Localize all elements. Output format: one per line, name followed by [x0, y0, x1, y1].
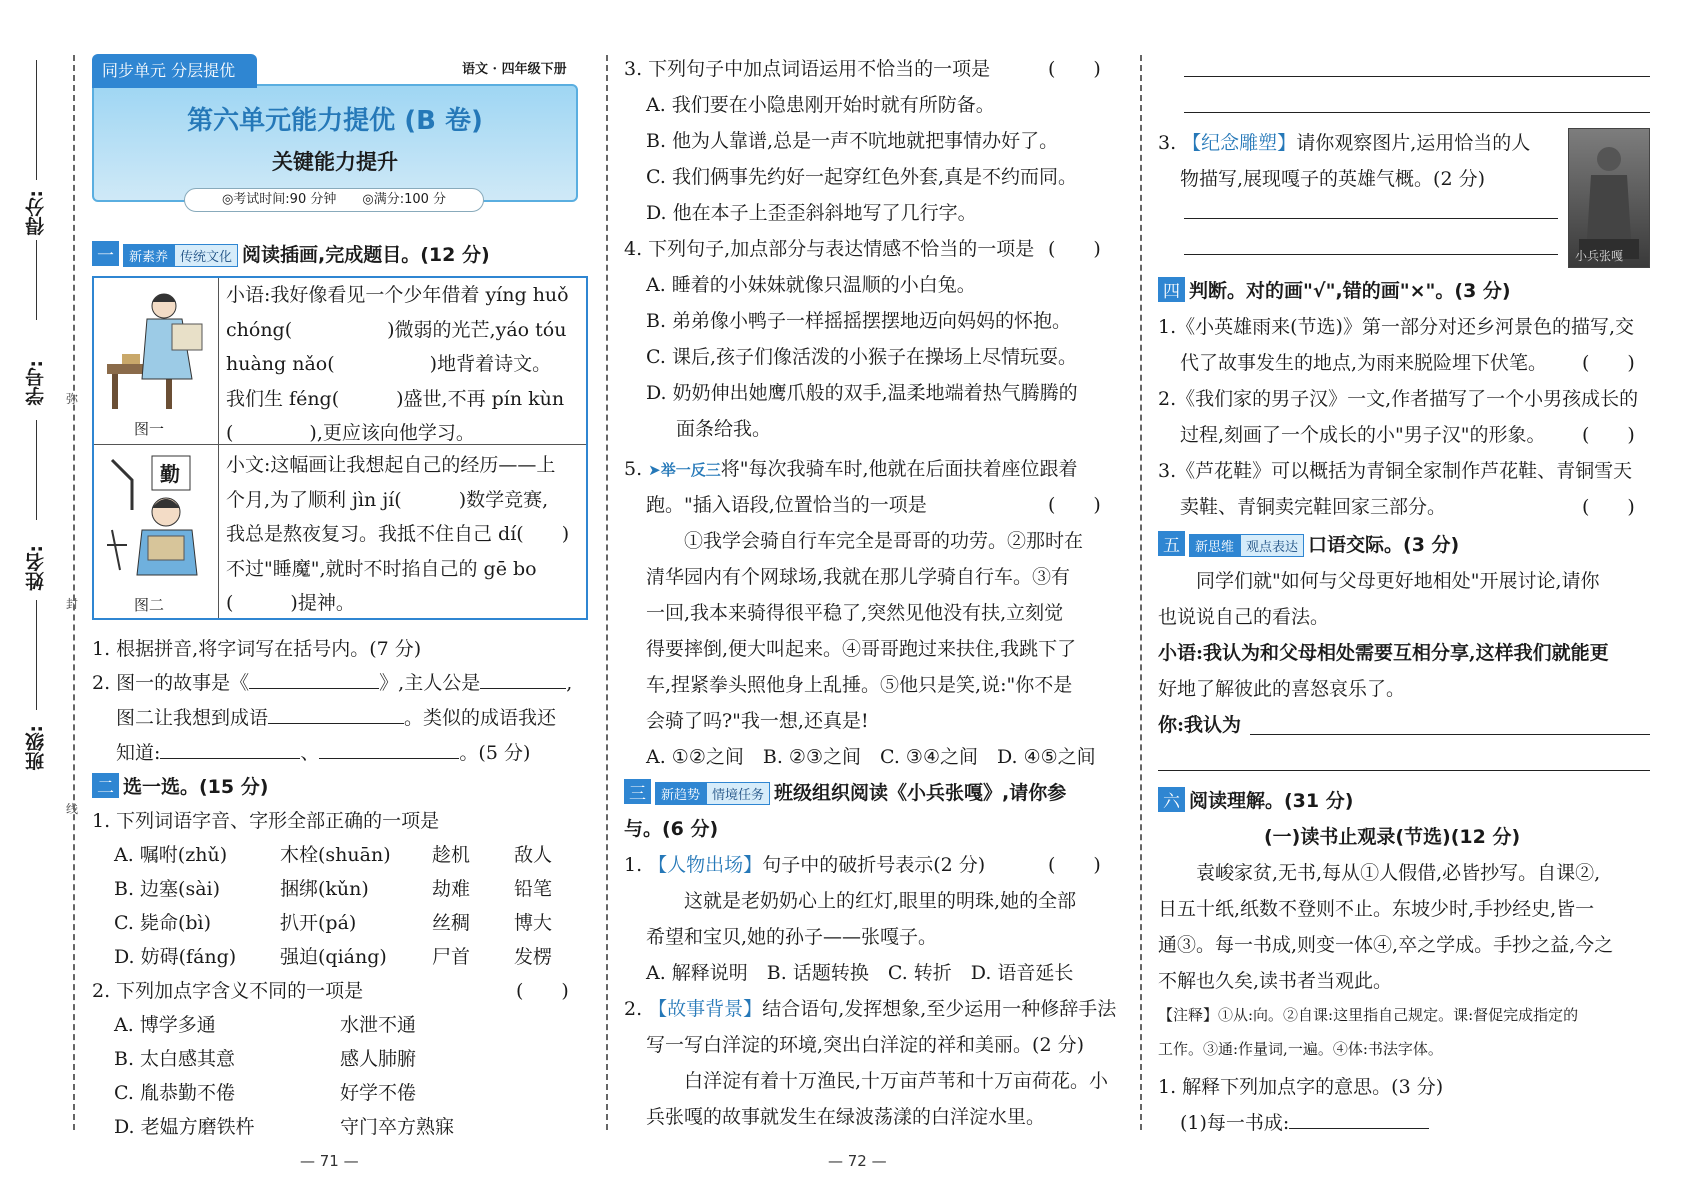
answer-line[interactable]: [1158, 770, 1650, 771]
s5-line3: 小语:我认为和父母相处需要互相分享,这样我们就能更: [1158, 642, 1609, 664]
q5-passage-5: 车,捏紧拳头照他身上乱捶。⑤他只是笑,说:"你不是: [646, 674, 1073, 696]
s3-q2-line2: 写一写白洋淀的环境,突出白洋淀的祥和美丽。(2 分): [646, 1034, 1084, 1056]
figure-2-sign: 勤: [160, 462, 180, 486]
s3-q1-label: 【人物出场】: [648, 854, 763, 876]
s1-q1: 1. 根据拼音,将字词写在括号内。(7 分): [92, 638, 422, 660]
figure-1-caption: 图一: [134, 420, 165, 438]
answer-line[interactable]: [1250, 734, 1650, 735]
s2-q4-opt-c: C. 课后,孩子们像活泼的小猴子在操场上尽情玩耍。: [646, 346, 1077, 368]
header-tab: 同步单元 分层提优: [92, 54, 257, 88]
s1-q2-line2: 图二让我想到成语 。类似的成语我还: [116, 707, 557, 729]
section-3-heading: [624, 778, 1066, 805]
s2-q3-opt-c: C. 我们俩事先约好一起穿红色外套,真是不约而同。: [646, 166, 1077, 188]
s2-q3-paren[interactable]: ( ): [1048, 58, 1101, 80]
answer-blank[interactable]: [1289, 1111, 1429, 1129]
s4-item1-paren[interactable]: ( ): [1582, 352, 1635, 374]
s2-q2-paren[interactable]: ( ): [516, 980, 569, 1002]
column-divider-2: [1140, 55, 1142, 1130]
figure-2-caption: 图二: [134, 596, 165, 614]
s4-item2-b: 过程,刻画了一个成长的小"男子汉"的形象。: [1180, 424, 1546, 446]
answer-line[interactable]: [1184, 218, 1558, 219]
answer-line[interactable]: [1184, 76, 1650, 77]
s2-q4-opt-b: B. 弟弟像小鸭子一样摇摇摆摆地迈向妈妈的怀抱。: [646, 310, 1072, 332]
section-1-tag2: 传统文化: [174, 244, 238, 267]
s6-passage-1: 袁峻家贫,无书,每从①人假借,必皆抄写。自课②,: [1196, 862, 1601, 884]
section-5-number: 五: [1158, 531, 1185, 556]
s2-q3-opt-b: B. 他为人靠谱,总是一声不吭地就把事情办好了。: [646, 130, 1059, 152]
s4-item3-paren[interactable]: ( ): [1582, 496, 1635, 518]
s5-line4: 好地了解彼此的喜怒哀乐了。: [1158, 678, 1406, 700]
page-title: 第六单元能力提优 (B 卷): [187, 106, 483, 136]
score-line: [36, 60, 37, 180]
section-3-tag2: 情境任务: [706, 782, 770, 805]
section-3-tag1: 新趋势: [655, 782, 706, 805]
xiaoyu-text: 小语:我好像看见一个少年借着 yíng huǒ chóng( )微弱的光芒,yáo tóu huàng nǎo( )地背着诗文。 我们生 féng( )盛世,不再 pín kùn ( ),更应该向他学习。: [226, 284, 569, 444]
q5-passage-6: 会骑了吗?"我一想,还真是!: [646, 710, 869, 732]
s2-q5-line1: 5. ➤举一反三将"每次我骑车时,他就在后面扶着座位跟着: [624, 458, 1078, 480]
s2-q2: 2. 下列加点字含义不同的一项是: [92, 980, 364, 1002]
statue-caption: 小兵张嘎: [1575, 249, 1624, 263]
q5-passage-1: ①我学会骑自行车完全是哥哥的功劳。②那时在: [684, 530, 1084, 552]
s2-q3-opt-d: D. 他在本子上歪歪斜斜地写了几行字。: [646, 202, 977, 224]
section-4-heading: [1158, 276, 1511, 303]
s2-q1: 1. 下列词语字音、字形全部正确的一项是: [92, 810, 440, 832]
s4-item2-paren[interactable]: ( ): [1582, 424, 1635, 446]
s3-q1-paren[interactable]: ( ): [1048, 854, 1101, 876]
s5-line2: 也说说自己的看法。: [1158, 606, 1330, 628]
section-3-title: 班级组织阅读《小兵张嘎》,请你参: [774, 782, 1067, 804]
s6-passage-3: 通③。每一书成,则变一体④,卒之学成。手抄之益,今之: [1158, 934, 1614, 956]
section-6-title: 阅读理解。(31 分): [1189, 790, 1354, 812]
s6-passage-title: (一)读书止观录(节选)(12 分): [1264, 826, 1521, 848]
id-label: 学号:: [25, 360, 47, 406]
section-1-title: 阅读插画,完成题目。(12 分): [242, 244, 490, 266]
s2-q4: 4. 下列句子,加点部分与表达情感不恰当的一项是: [624, 238, 1035, 260]
exam-info: ◎考试时间:90 分钟 ◎满分:100 分: [184, 188, 484, 212]
s2-q4-opt-a: A. 睡着的小妹妹就像只温顺的小白兔。: [646, 274, 976, 296]
answer-line[interactable]: [1184, 254, 1558, 255]
section-5-tag2: 观点表达: [1240, 534, 1304, 557]
s2-q5-paren[interactable]: ( ): [1048, 494, 1101, 516]
q5-options: A. ①②之间 B. ②③之间 C. ③④之间 D. ④⑤之间: [646, 746, 1096, 768]
s2-q4-opt-d: D. 奶奶伸出她鹰爪般的双手,温柔地端着热气腾腾的: [646, 382, 1078, 404]
answer-line[interactable]: [1184, 112, 1650, 113]
section-2-number: 二: [92, 773, 119, 798]
answer-blank[interactable]: [480, 671, 566, 689]
score-id-line: [36, 240, 37, 320]
section-4-number: 四: [1158, 277, 1185, 302]
section-3-number: 三: [624, 779, 651, 804]
s6-note-1: 【注释】①从:向。②自课:这里指自己规定。课:督促完成指定的: [1158, 1006, 1579, 1024]
figure-1-illustration: [102, 284, 212, 414]
s4-item3-b: 卖鞋、青铜卖完鞋回家三部分。: [1180, 496, 1447, 518]
name-class-line: [36, 600, 37, 710]
s6-passage-2: 日五十纸,纸数不登则不止。东坡少时,手抄经史,皆一: [1158, 898, 1595, 920]
binding-mark-feng: 封: [66, 597, 79, 611]
s2-q5-line2: 跑。"插入语段,位置恰当的一项是: [646, 494, 927, 516]
answer-blank[interactable]: [160, 741, 300, 759]
s3-q2-line1: 2. 【故事背景】结合语句,发挥想象,至少运用一种修辞手法: [624, 998, 1117, 1020]
section-6-number: 六: [1158, 787, 1185, 812]
s4-item3-a: 3.《芦花鞋》可以概括为青铜全家制作芦花鞋、青铜雪天: [1158, 460, 1633, 482]
section-1-number: 一: [92, 241, 119, 266]
section-2-title: 选一选。(15 分): [123, 776, 269, 798]
s1-q2-line3: 知道: 、 。(5 分): [116, 742, 531, 764]
s3-q3-line2: 物描写,展现嘎子的英雄气概。(2 分): [1180, 168, 1485, 190]
s6-note-2: 工作。③通:作量词,一遍。④体:书法字体。: [1158, 1040, 1443, 1058]
s4-item2-a: 2.《我们家的男子汉》一文,作者描写了一个小男孩成长的: [1158, 388, 1639, 410]
s3-q1: 1. 【人物出场】句子中的破折号表示(2 分): [624, 854, 986, 876]
s3-q2-label: 【故事背景】: [648, 998, 763, 1020]
section-5-title: 口语交际。(3 分): [1308, 534, 1460, 556]
q5-passage-4: 得要摔倒,便大叫起来。④哥哥跑过来扶住,我跳下了: [646, 638, 1077, 660]
name-label: 姓名:: [25, 545, 47, 591]
section-5-tag1: 新思维: [1189, 534, 1240, 557]
s2-q4-paren[interactable]: ( ): [1048, 238, 1101, 260]
column-divider-1: [606, 55, 608, 1130]
id-name-line: [36, 420, 37, 520]
section-5-heading: [1158, 530, 1459, 557]
score-label: 得分:: [25, 190, 47, 236]
s4-item1-a: 1.《小英雄雨来(节选)》第一部分对还乡河景色的描写,交: [1158, 316, 1634, 338]
s3-q2-passage-1: 白洋淀有着十万渔民,十万亩芦苇和十万亩荷花。小: [684, 1070, 1109, 1092]
s3-q2-passage-2: 兵张嘎的故事就发生在绿波荡漾的白洋淀水里。: [646, 1106, 1046, 1128]
s6-q1: 1. 解释下列加点字的意思。(3 分): [1158, 1076, 1444, 1098]
binding-mark-mi: 弥: [66, 392, 79, 406]
header-subject: 语文 · 四年级下册: [462, 62, 567, 77]
s6-q1-1: (1)每一书成:: [1180, 1108, 1429, 1135]
section-2-heading: [92, 772, 268, 799]
q5-passage-3: 一回,我本来骑得很平稳了,突然见他没有扶,立刻觉: [646, 602, 1064, 624]
page-number-72: — 72 —: [828, 1152, 887, 1170]
section-3-title-cont: 与。(6 分): [624, 818, 719, 840]
s4-item1-b: 代了故事发生的地点,为雨来脱险埋下伏笔。: [1180, 352, 1548, 374]
section-1-tag1: 新素养: [123, 244, 174, 267]
s3-q1-passage-2: 希望和宝贝,她的孙子——张嘎子。: [646, 926, 938, 948]
section-6-heading: [1158, 786, 1353, 813]
page-number-71: — 71 —: [300, 1152, 359, 1170]
q5-passage-2: 清华园内有个网球场,我就在那儿学骑自行车。③有: [646, 566, 1071, 588]
s3-q1-options: A. 解释说明 B. 话题转换 C. 转折 D. 语音延长: [646, 962, 1074, 984]
s3-q3-line1: 3. 【纪念雕塑】请你观察图片,运用恰当的人: [1158, 132, 1531, 154]
s3-q1-passage-1: 这就是老奶奶心上的红灯,眼里的明珠,她的全部: [684, 890, 1077, 912]
answer-blank[interactable]: [319, 741, 459, 759]
binding-mark-xian: 线: [66, 802, 79, 816]
s2-q3: 3. 下列句子中加点词语运用不恰当的一项是: [624, 58, 991, 80]
statue-image: [1568, 128, 1650, 268]
s2-q4-opt-d-cont: 面条给我。: [676, 418, 772, 440]
s1-q2-line1: 2. 图一的故事是《 》,主人公是 ,: [92, 672, 573, 694]
answer-blank[interactable]: [268, 706, 404, 724]
s5-line1: 同学们就"如何与父母更好地相处"开展讨论,请你: [1196, 570, 1600, 592]
figure-2-illustration: [102, 450, 214, 580]
xiaowen-text: 小文:这幅画让我想起自己的经历——上 个月,为了顺利 jìn jí( )数学竞赛, 我总是熬夜复习。我抵不住自己 dí( ) 不过"睡魔",就时不时掐自己的 gē bo ( )提神。: [226, 454, 570, 614]
q5-tag: ➤举一反三: [648, 461, 721, 479]
s3-q3-label: 【纪念雕塑】: [1182, 132, 1297, 154]
class-label: 班级:: [25, 725, 47, 771]
s5-line5: 你:我认为: [1158, 714, 1242, 736]
illustration-table: [92, 276, 588, 620]
s6-passage-4: 不解也久矣,读书者当观此。: [1158, 970, 1393, 992]
page-subtitle: 关键能力提升: [272, 150, 398, 174]
s2-q3-opt-a: A. 我们要在小隐患刚开始时就有所防备。: [646, 94, 995, 116]
section-4-title: 判断。对的画"√",错的画"×"。(3 分): [1189, 280, 1511, 302]
answer-blank[interactable]: [249, 671, 379, 689]
section-1-heading: [92, 240, 490, 267]
binding-dashed-line: [73, 55, 75, 1130]
